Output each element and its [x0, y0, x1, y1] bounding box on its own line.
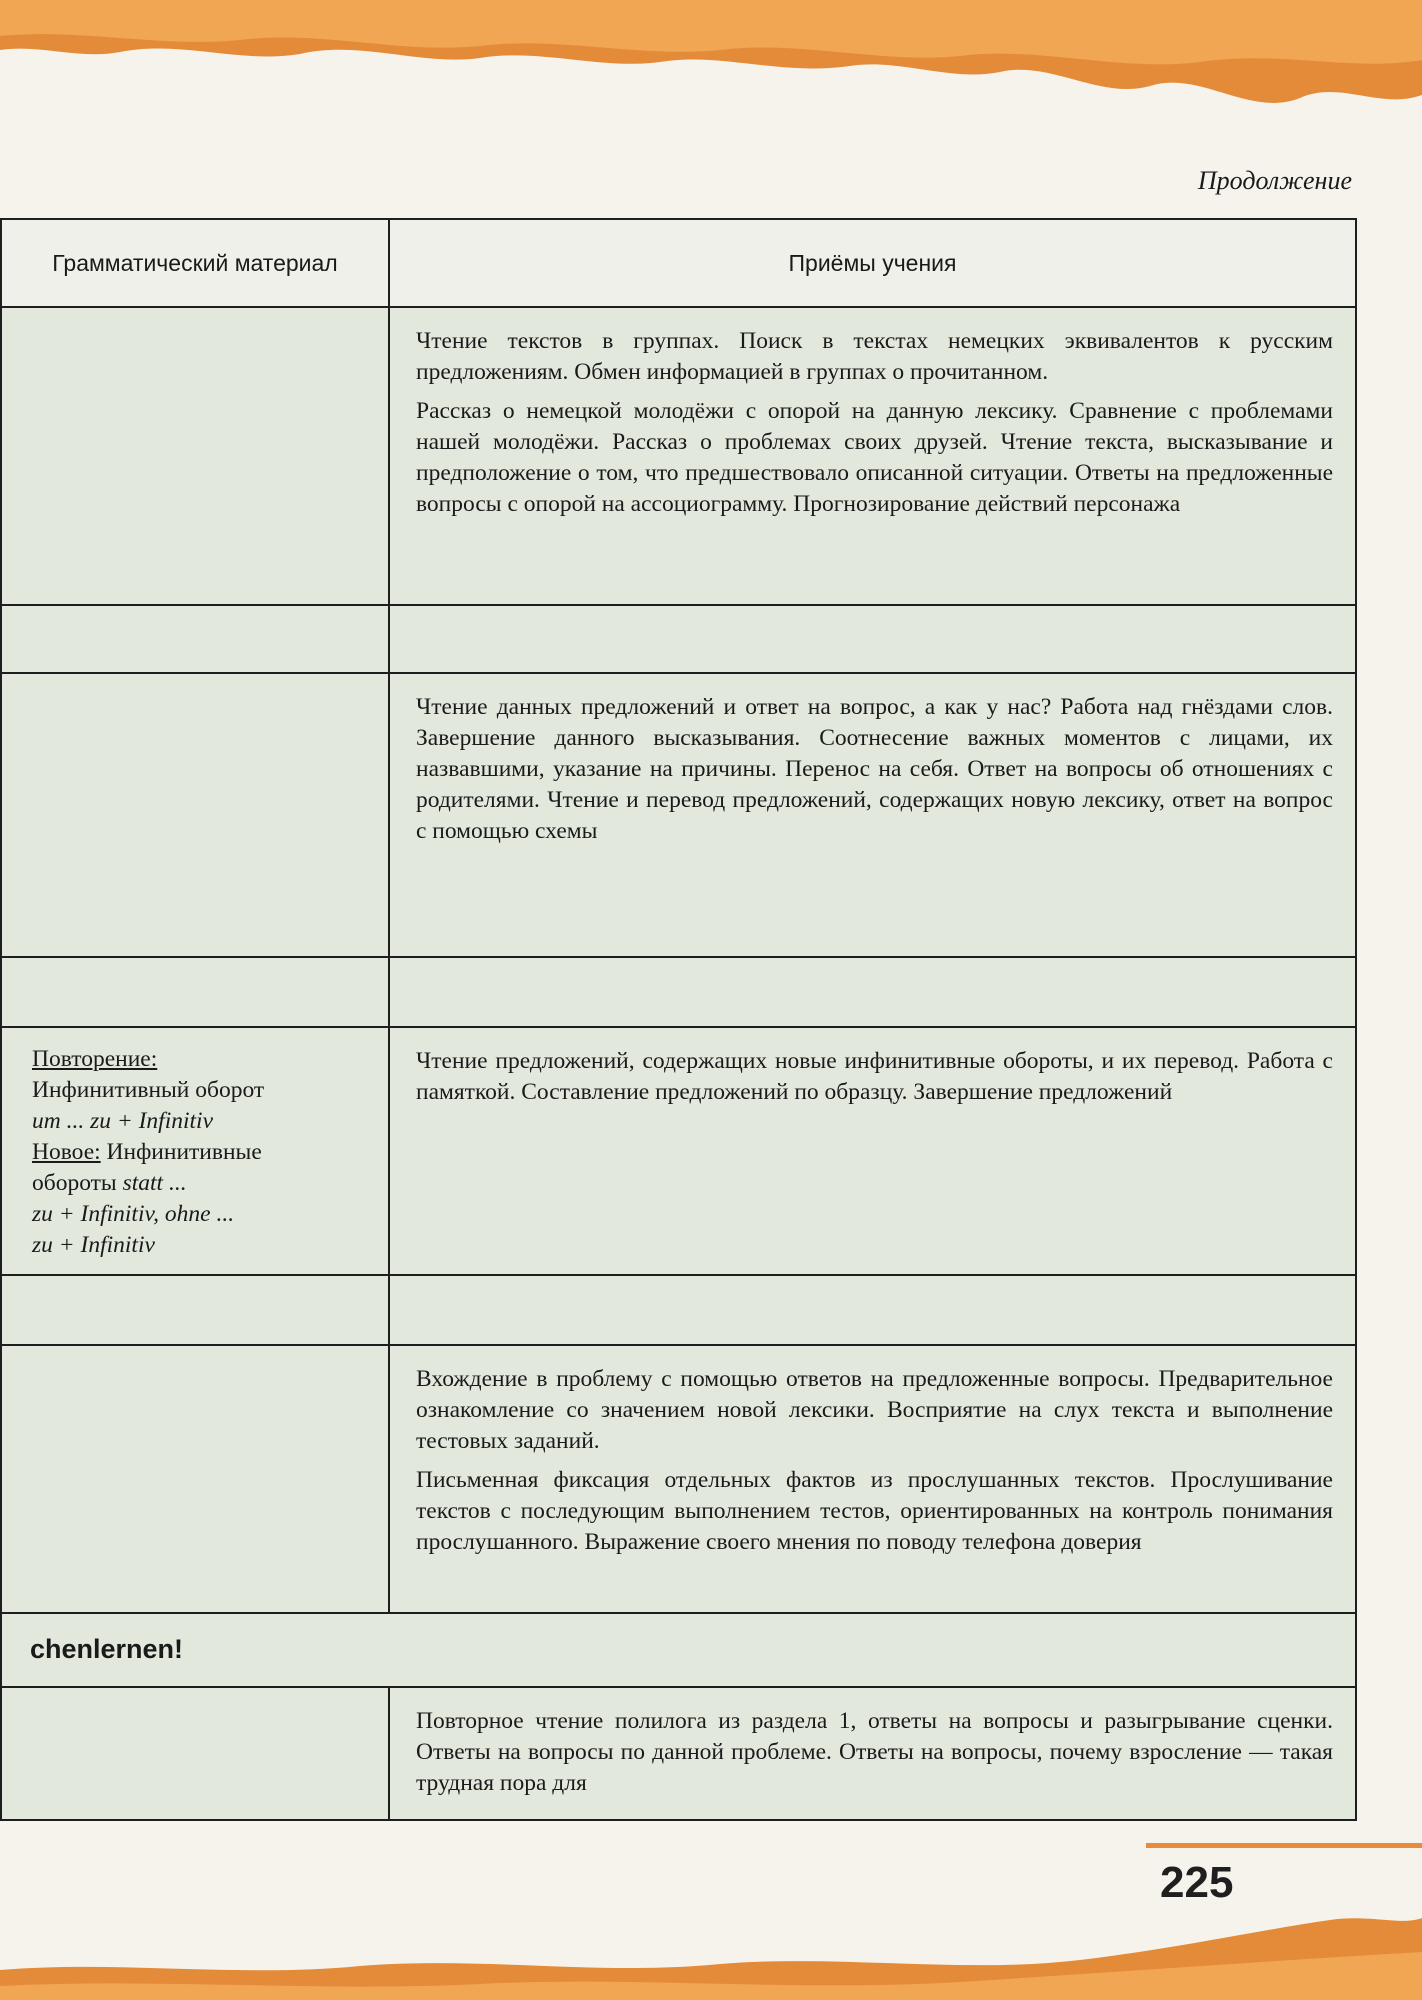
grammar-cell [1, 957, 389, 1027]
grammar-line: Инфинитивные [100, 1139, 262, 1165]
grammar-cell [1, 673, 389, 957]
methods-cell [389, 605, 1356, 673]
table-row [1, 605, 1356, 673]
grammar-cell [1, 1027, 389, 1275]
methods-cell [389, 1345, 1356, 1613]
page-number: 225 [1160, 1858, 1234, 1907]
methods-cell [389, 1687, 1356, 1820]
grammar-line: statt ... [122, 1170, 187, 1196]
table-row [1, 307, 1356, 605]
grammar-cell [1, 307, 389, 605]
bottom-decorative-band [0, 1900, 1422, 2000]
banner-text: chenlernen! [30, 1634, 184, 1664]
continuation-label: Продолжение [1197, 166, 1352, 195]
method-paragraph: Вхождение в проблему с помощью ответов на предложенные вопросы. Предварительное ознакомление со значением новой лексики. Восприятие на слух текста и выполнение тестовых заданий. [416, 1366, 1333, 1454]
lesson-plan-table [0, 218, 1357, 1821]
method-paragraph: Рассказ о немецкой молодёжи с опорой на данную лексику. Сравнение с проблемами нашей молодёжи. Рассказ о проблемах своих друзей. Чтение текста, высказывание и предположение о том, что предшествовало описанной ситуации. Ответы на предложенные вопросы с опорой на ассоциограмму. Прогнозирование действий персонажа [416, 398, 1333, 517]
table-row [1, 673, 1356, 957]
table-row [1, 1687, 1356, 1820]
grammar-line: zu + Infinitiv, ohne ... [32, 1201, 235, 1227]
methods-column-header: Приёмы учения [389, 219, 1356, 307]
method-paragraph: Повторное чтение полилога из раздела 1, ответы на вопросы и разыгрывание сценки. Ответы на вопросы по данной проблеме. Ответы на вопросы, почему взросление — такая трудная пора для [416, 1708, 1333, 1796]
table-row [1, 957, 1356, 1027]
grammar-cell [1, 1345, 389, 1613]
method-paragraph: Чтение текстов в группах. Поиск в текстах немецких эквивалентов к русским предложениям. Обмен информацией в группах о прочитанном. [416, 328, 1333, 385]
table-row [1, 1345, 1356, 1613]
new-label: Новое: [32, 1139, 101, 1165]
method-paragraph: Письменная фиксация отдельных фактов из прослушанных текстов. Прослушивание текстов с последующим выполнением тестов, ориентированных на контроль понимания прослушанного. Выражение своего мнения по поводу телефона доверия [416, 1467, 1333, 1555]
table-row [1, 1027, 1356, 1275]
table-header-row [1, 219, 1356, 307]
methods-cell [389, 1027, 1356, 1275]
grammar-line: zu + Infinitiv [32, 1232, 155, 1258]
methods-cell [389, 1275, 1356, 1345]
grammar-column-header: Грамматический материал [1, 219, 389, 307]
methods-cell [389, 673, 1356, 957]
method-paragraph: Чтение данных предложений и ответ на вопрос, а как у нас? Работа над гнёздами слов. Завершение данного высказывания. Соотнесение важных моментов с лицами, их назвавшими, указание на причины. Перенос на себя. Ответ на вопросы об отношениях с родителями. Чтение и перевод предложений, содержащих новую лексику, ответ на вопрос с помощью схемы [416, 694, 1333, 844]
table-row [1, 1275, 1356, 1345]
page-number-rule [1146, 1843, 1422, 1848]
banner-row [1, 1613, 1356, 1687]
grammar-line: um ... zu + Infinitiv [32, 1108, 214, 1134]
methods-cell [389, 957, 1356, 1027]
top-decorative-band [0, 0, 1422, 140]
grammar-line: Инфинитивный оборот [32, 1077, 265, 1103]
repeat-label: Повторение: [32, 1046, 158, 1072]
grammar-cell [1, 1687, 389, 1820]
method-paragraph: Чтение предложений, содержащих новые инфинитивные обороты, и их перевод. Работа с памяткой. Составление предложений по образцу. Завершение предложений [416, 1048, 1333, 1105]
methods-cell [389, 307, 1356, 605]
grammar-cell [1, 1275, 389, 1345]
grammar-line: обороты [32, 1170, 123, 1196]
grammar-cell [1, 605, 389, 673]
section-banner [1, 1613, 1356, 1687]
